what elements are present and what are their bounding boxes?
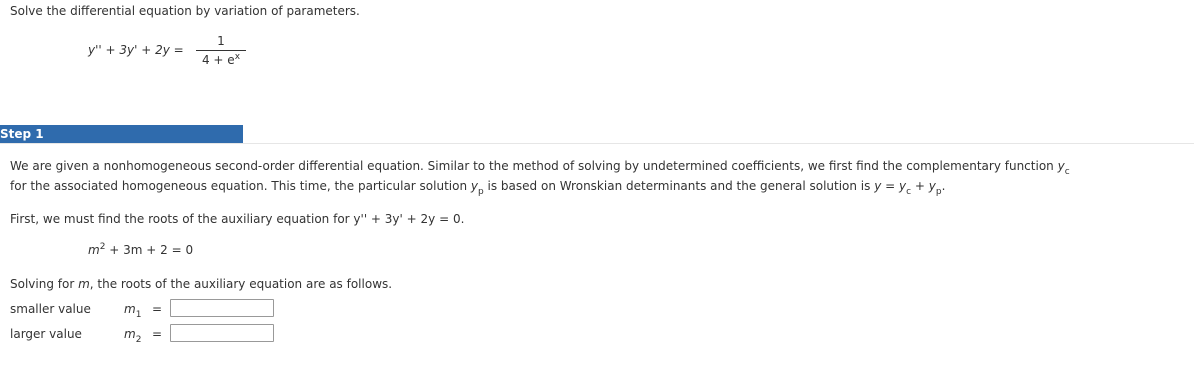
step-label: Step 1 xyxy=(0,127,44,141)
larger-value-label: larger value xyxy=(10,327,82,341)
m1-answer-input[interactable] xyxy=(170,299,274,317)
equation-fraction xyxy=(196,34,246,67)
fraction-numerator: 1 xyxy=(217,34,225,48)
intro-line-1: We are given a nonhomogeneous second-order differential equation. Similar to the method of solving by undetermined coefficients, we first find the complementary function $y_c$ xyxy=(10,159,1070,177)
roots-prompt: First, we must find the roots of the auxiliary equation for y'' + 3y' + 2y = 0. xyxy=(10,212,465,226)
fraction-bar xyxy=(196,50,246,51)
problem-instruction: Solve the differential equation by variation of parameters. xyxy=(10,4,360,18)
equation-lhs: y'' + 3y' + 2y = xyxy=(88,43,184,57)
smaller-value-label: smaller value xyxy=(10,302,91,316)
solving-text: Solving for m, the roots of the auxiliary equation are as follows. xyxy=(10,277,393,291)
m2-variable: $m_2$ xyxy=(124,327,142,345)
m2-equals: = xyxy=(152,327,163,341)
intro-line-2: for the associated homogeneous equation. This time, the particular solution $y_p$ is based on Wronskian determinants and the general solution is $y = y_c + y_p$. xyxy=(10,179,946,197)
fraction-denominator: $4 + e^x$ xyxy=(201,52,241,67)
m1-variable: $m_1$ xyxy=(124,302,142,320)
auxiliary-equation: $m^2 + 3m + 2 = 0$ xyxy=(88,242,194,257)
m1-equals: = xyxy=(152,302,163,316)
m2-answer-input[interactable] xyxy=(170,324,274,342)
step-divider xyxy=(0,143,1194,144)
